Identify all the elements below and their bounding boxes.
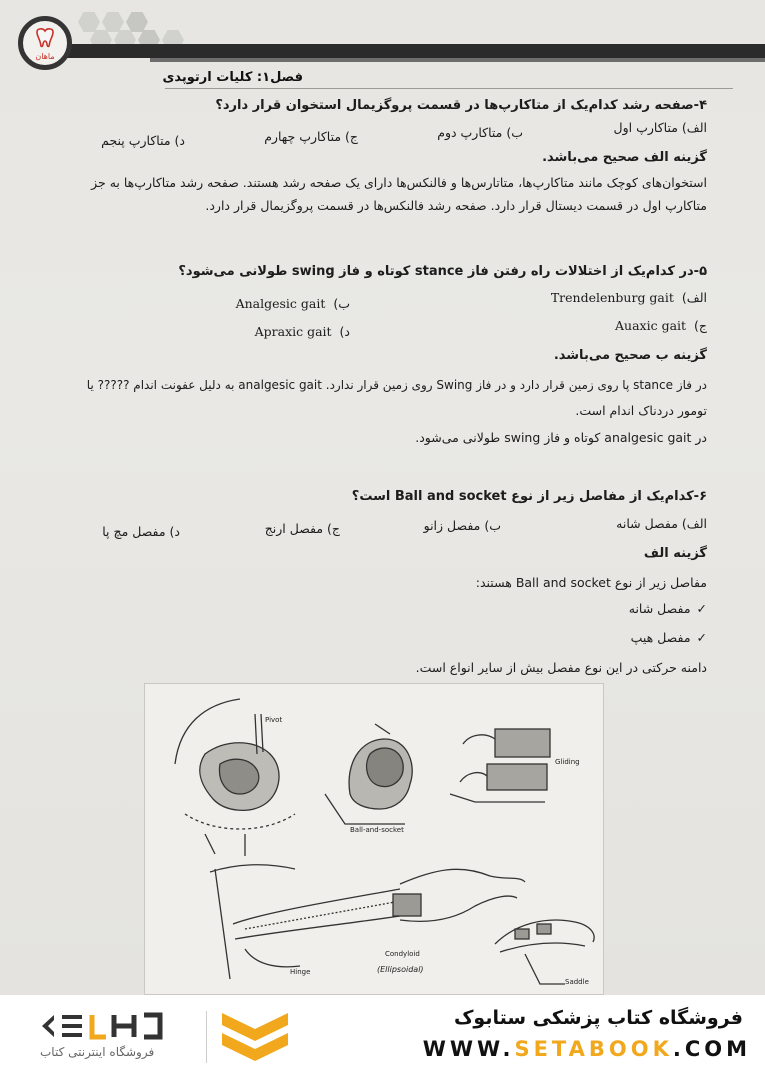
q5-option-a-label: الف) [681, 290, 707, 305]
q5-option-b [236, 296, 350, 311]
q6-explanation-intro: مفاصل زیر از نوع Ball and socket هستند: [475, 575, 707, 590]
q5-option-d-label: د) [339, 324, 350, 339]
q5-option-d [255, 324, 350, 339]
question-4: ۴-صفحه رشد کدام‌یک از متاکارپ‌ها در قسمت پروگزیمال استخوان قرار دارد؟ [215, 98, 707, 113]
q6-option-d: د) مفصل مچ پا [102, 524, 180, 539]
setabook-logo [36, 1009, 166, 1043]
checkmark-icon: ✓ [696, 630, 707, 645]
checkmark-icon: ✓ [696, 601, 707, 616]
handwritten-note: (Ellipsoidal) [377, 965, 424, 974]
q6-closing: دامنه حرکتی در این نوع مفصل بیش از سایر انواع است. [415, 660, 707, 675]
q6-list-item-2: ✓مفصل هیپ [630, 630, 707, 645]
chapter-divider [165, 88, 733, 89]
q5-option-c-label: ج) [694, 318, 707, 333]
header-bar [60, 44, 765, 58]
q4-option-a: الف) متاکارپ اول [613, 120, 707, 135]
q6-answer: گزینه الف [643, 546, 707, 561]
chevron-logo-icon [218, 1009, 292, 1067]
footer-divider [206, 1011, 207, 1063]
question-6: ۶-کدام‌یک از مفاصل زیر از نوع Ball and socket است؟ [351, 489, 707, 504]
q6-option-c: ج) مفصل ارنج [264, 521, 340, 536]
ball-socket-drawing [325, 724, 412, 824]
q6-option-b: ب) مفصل زانو [423, 518, 501, 533]
joint-types-figure [144, 683, 604, 995]
q5-option-a-text: Trendelenburg gait [550, 290, 674, 305]
hinge-label: Hinge [290, 968, 311, 976]
q4-answer: گزینه الف صحیح می‌باشد. [542, 150, 707, 165]
ball-socket-label: Ball-and-socket [350, 826, 404, 834]
q5-explanation-line-1: در فاز stance پا روی زمین قرار دارد و در فاز Swing روی زمین قرار ندارد. analgesic gait به دلیل عفونت اندام ????? یا [86, 378, 707, 392]
q5-option-d-text: Apraxic gait [254, 324, 332, 339]
header-bar-underline [150, 58, 765, 62]
chapter-title: فصل۱: کلیات ارتوپدی [162, 70, 303, 85]
q5-answer: گزینه ب صحیح می‌باشد. [553, 348, 707, 363]
q6-option-a: الف) مفصل شانه [616, 516, 707, 531]
arm-hand-drawing [210, 865, 525, 979]
q4-option-d: د) متاکارپ پنجم [101, 133, 185, 148]
q5-option-c-text: Auaxic gait [615, 318, 687, 333]
gliding-label: Gliding [555, 758, 580, 766]
question-5: ۵-در کدام‌یک از اختلالات راه رفتن فاز stance کوتاه و فاز swing طولانی می‌شود؟ [178, 264, 707, 279]
q5-option-b-label: ب) [333, 296, 350, 311]
q5-option-c [615, 318, 707, 333]
saddle-joint-drawing [495, 920, 594, 984]
q5-option-b-text: Analgesic gait [235, 296, 326, 311]
gliding-joint-drawing [450, 729, 550, 802]
saddle-label: Saddle [565, 978, 589, 986]
q6-list-item-1: ✓مفصل شانه [628, 601, 707, 616]
pivot-label: Pivot [265, 716, 283, 724]
brand-subtitle: فروشگاه اینترنتی کتاب [40, 1045, 155, 1059]
store-url[interactable]: WWW.SETABOOK.COM [422, 1037, 751, 1061]
store-title: فروشگاه کتاب پزشکی ستابوک [453, 1007, 743, 1029]
q4-option-b: ب) متاکارپ دوم [437, 125, 523, 140]
q4-option-c: ج) متاکارپ چهارم [264, 129, 358, 144]
tooth-icon [34, 28, 56, 48]
q5-option-a [551, 290, 707, 305]
q4-explanation-line-1: استخوان‌های کوچک مانند متاکارپ‌ها، متاتارس‌ها و فالنکس‌ها دارای یک صفحه رشد هستند. صفحه رشد متاکارپ‌ها به جز [91, 175, 707, 190]
logo-text: ماهان [35, 52, 55, 61]
condyloid-label: Condyloid [385, 950, 420, 958]
q4-explanation-line-2: متاکارپ اول در قسمت دیستال قرار دارد. صفحه رشد فالنکس‌ها در قسمت پروگزیمال قرار دارد. [205, 198, 707, 213]
q5-explanation-line-2: تومور دردناک اندام است. [575, 403, 707, 418]
joint-illustration [145, 684, 603, 994]
q5-explanation-line-3: در analgesic gait کوتاه و فاز swing طولانی می‌شود. [415, 430, 707, 445]
footer-banner [0, 995, 765, 1080]
